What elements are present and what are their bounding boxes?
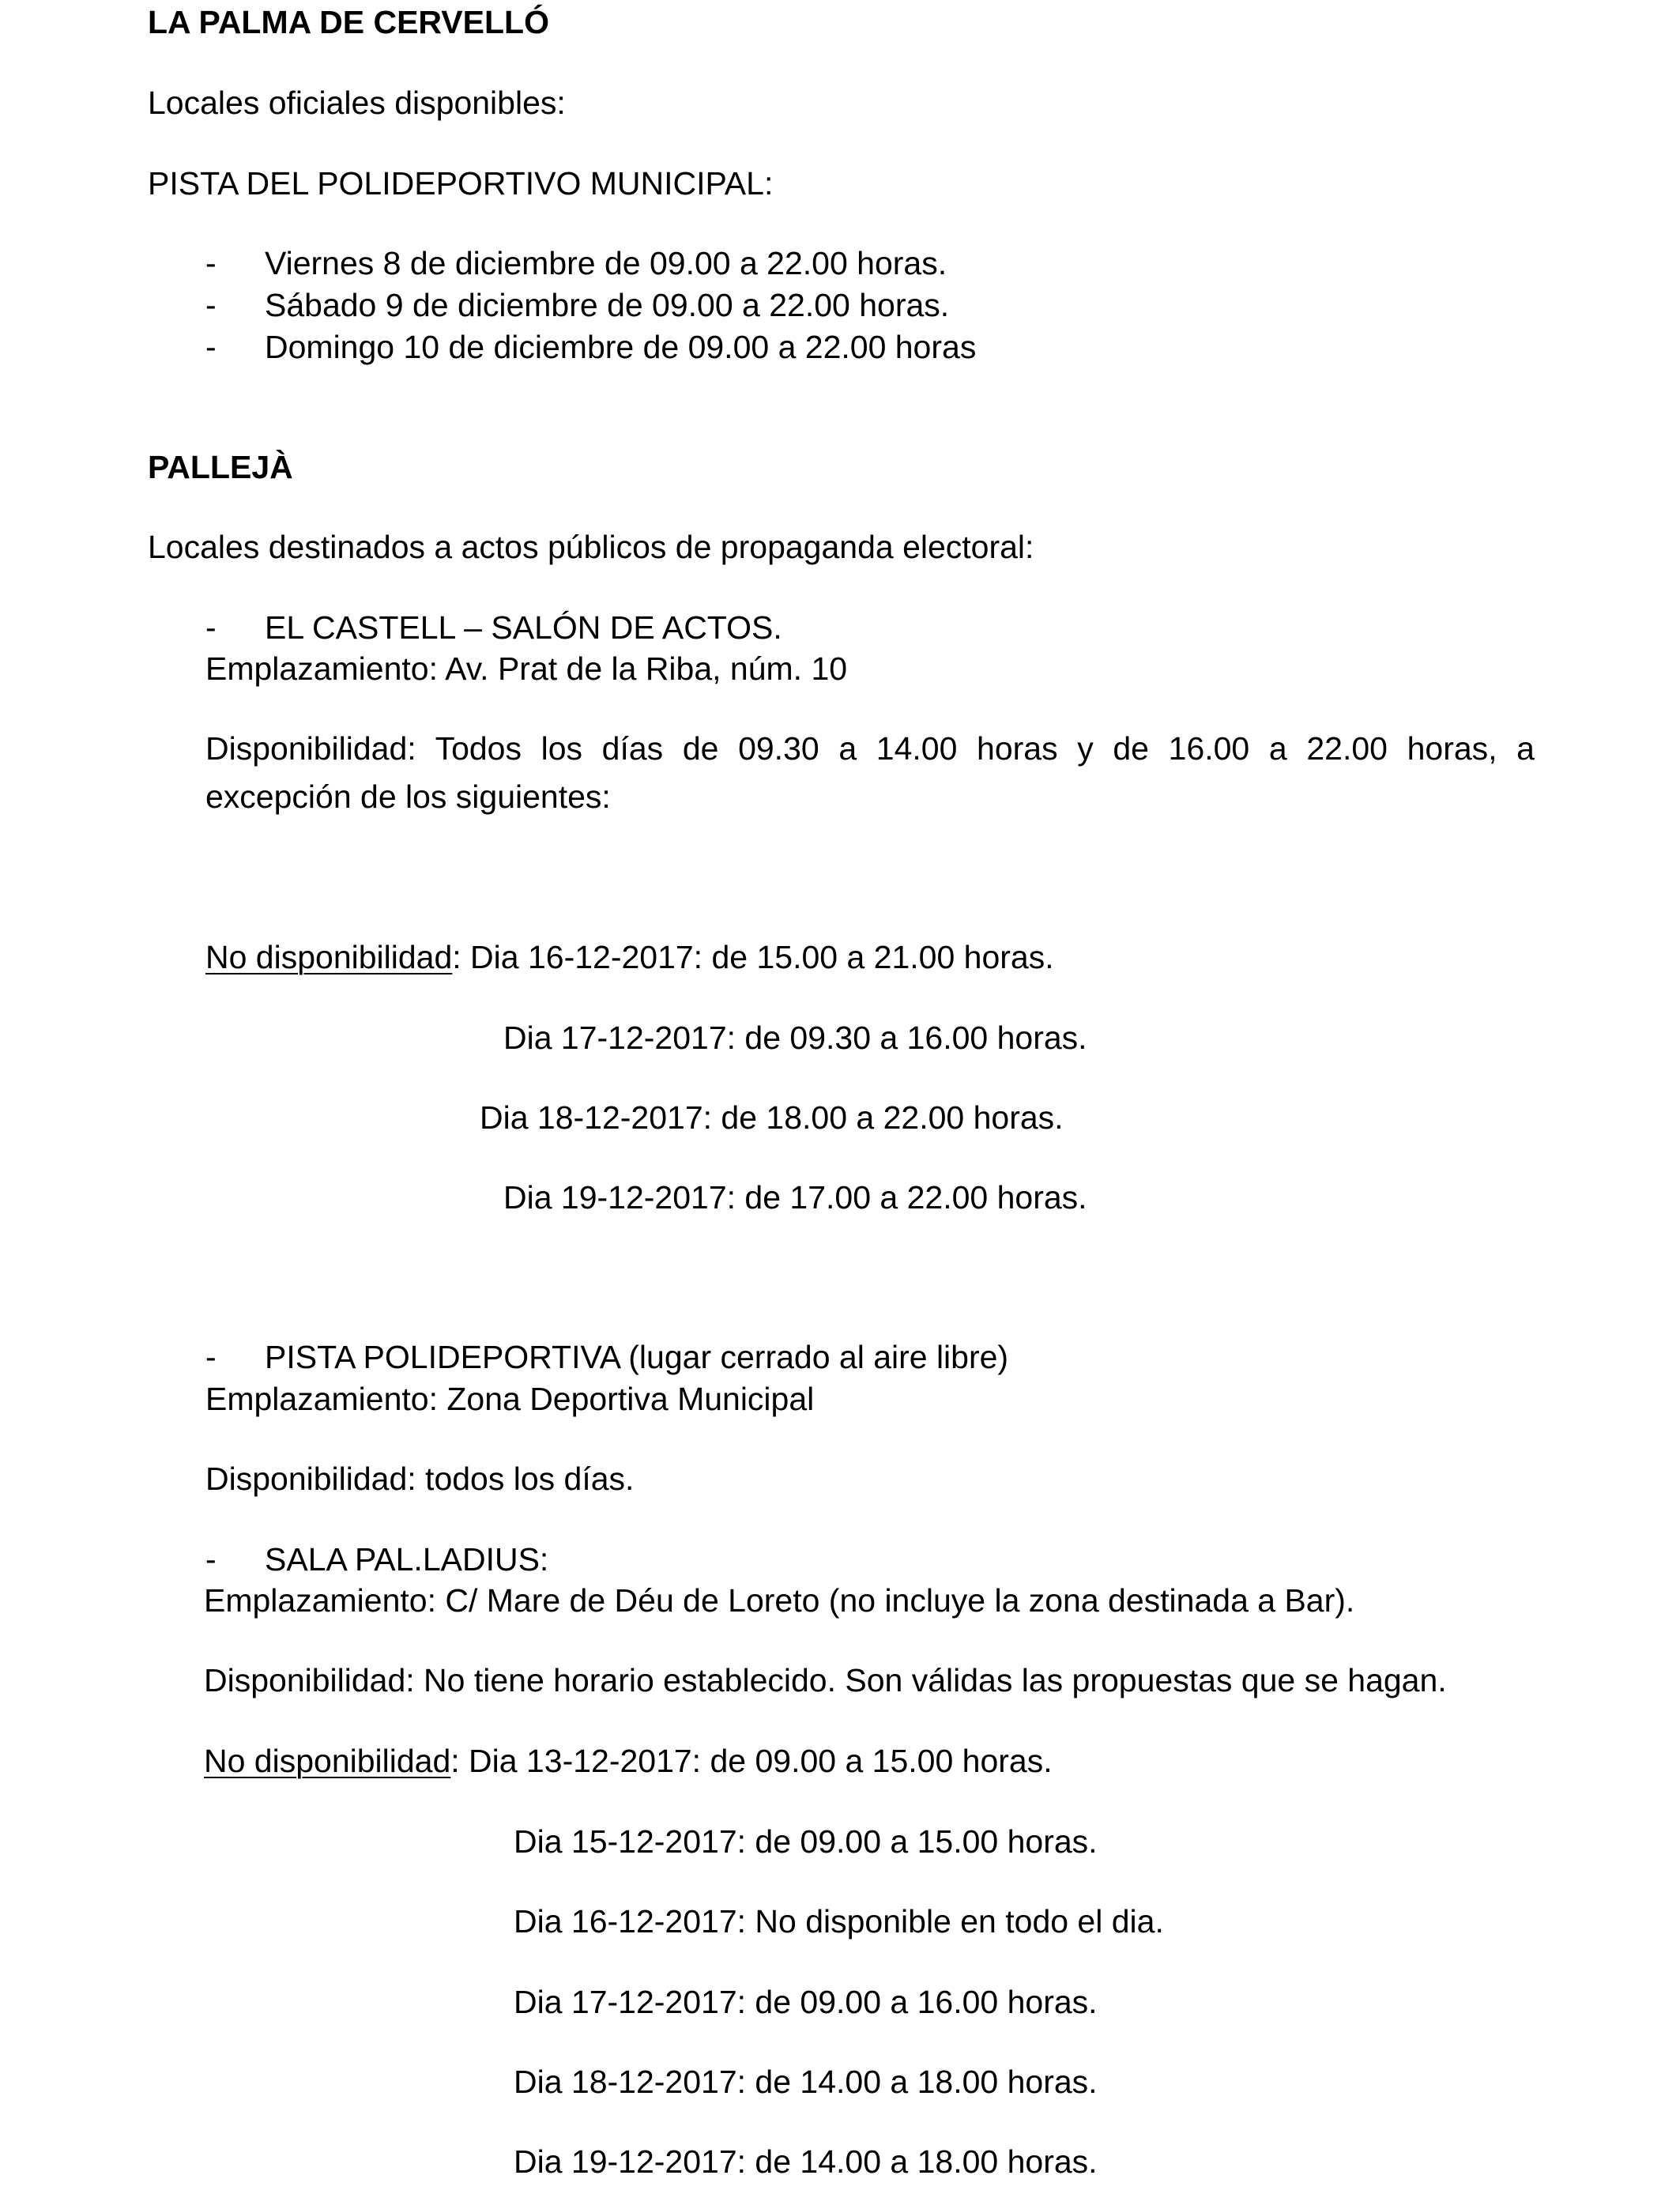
no-availability-entry: Dia 16-12-2017: No disponible en todo el dia. [514,1903,1164,1940]
no-availability-label: No disponibilidad [205,939,453,975]
no-availability-entry: Dia 19-12-2017: de 14.00 a 18.00 horas. [514,2143,1098,2180]
palma-intro: Locales oficiales disponibles: [148,85,566,121]
palma-venue: PISTA DEL POLIDEPORTIVO MUNICIPAL: [148,165,774,202]
pista-availability: Disponibilidad: todos los días. [205,1461,635,1497]
castell-name: EL CASTELL – SALÓN DE ACTOS. [265,609,782,646]
list-bullet: - [205,245,217,281]
no-availability-entry: : Dia 13-12-2017: de 09.00 a 15.00 horas. [450,1743,1053,1779]
no-availability-entry: Dia 18-12-2017: de 18.00 a 22.00 horas. [480,1099,1064,1136]
castell-location: Emplazamiento: Av. Prat de la Riba, núm. 10 [205,650,848,687]
section-heading-pallejà: PALLEJÀ [148,449,293,485]
list-item: Sábado 9 de diciembre de 09.00 a 22.00 horas. [265,287,950,323]
list-bullet: - [205,609,217,646]
no-availability-entry: : Dia 16-12-2017: de 15.00 a 21.00 horas. [452,939,1054,975]
list-bullet: - [205,329,217,365]
no-availability-entry: Dia 19-12-2017: de 17.00 a 22.00 horas. [503,1179,1087,1216]
pista-name: PISTA POLIDEPORTIVA (lugar cerrado al aire libre) [265,1339,1009,1375]
castell-availability-cont: excepción de los siguientes: [205,778,611,815]
sala-availability: Disponibilidad: No tiene horario establecido. Son válidas las propuestas que se hagan. [204,1662,1447,1698]
no-availability-entry: Dia 17-12-2017: de 09.00 a 16.00 horas. [514,1984,1098,2020]
no-availability-entry: Dia 17-12-2017: de 09.30 a 16.00 horas. [503,1020,1087,1056]
list-item: Viernes 8 de diciembre de 09.00 a 22.00 horas. [265,245,947,281]
section-heading-palma: LA PALMA DE CERVELLÓ [148,4,549,40]
list-bullet: - [205,287,217,323]
pista-location: Emplazamiento: Zona Deportiva Municipal [205,1381,815,1417]
sala-no-availability [204,1742,1053,1780]
no-availability-label: No disponibilidad [204,1743,451,1779]
list-bullet: - [205,1541,217,1578]
sala-location: Emplazamiento: C/ Mare de Déu de Loreto (no incluye la zona destinada a Bar). [204,1582,1355,1619]
sala-name: SALA PAL.LADIUS: [265,1541,549,1578]
castell-no-availability [205,938,1054,976]
no-availability-entry: Dia 18-12-2017: de 14.00 a 18.00 horas. [514,2064,1098,2100]
castell-availability: Disponibilidad: Todos los días de 09.30 a 14.00 horas y de 16.00 a 22.00 horas, a [205,730,1535,767]
no-availability-entry: Dia 15-12-2017: de 09.00 a 15.00 horas. [514,1823,1098,1860]
list-bullet: - [205,1339,217,1375]
list-item: Domingo 10 de diciembre de 09.00 a 22.00 horas [265,329,977,365]
pallejà-intro: Locales destinados a actos públicos de propaganda electoral: [148,529,1034,565]
